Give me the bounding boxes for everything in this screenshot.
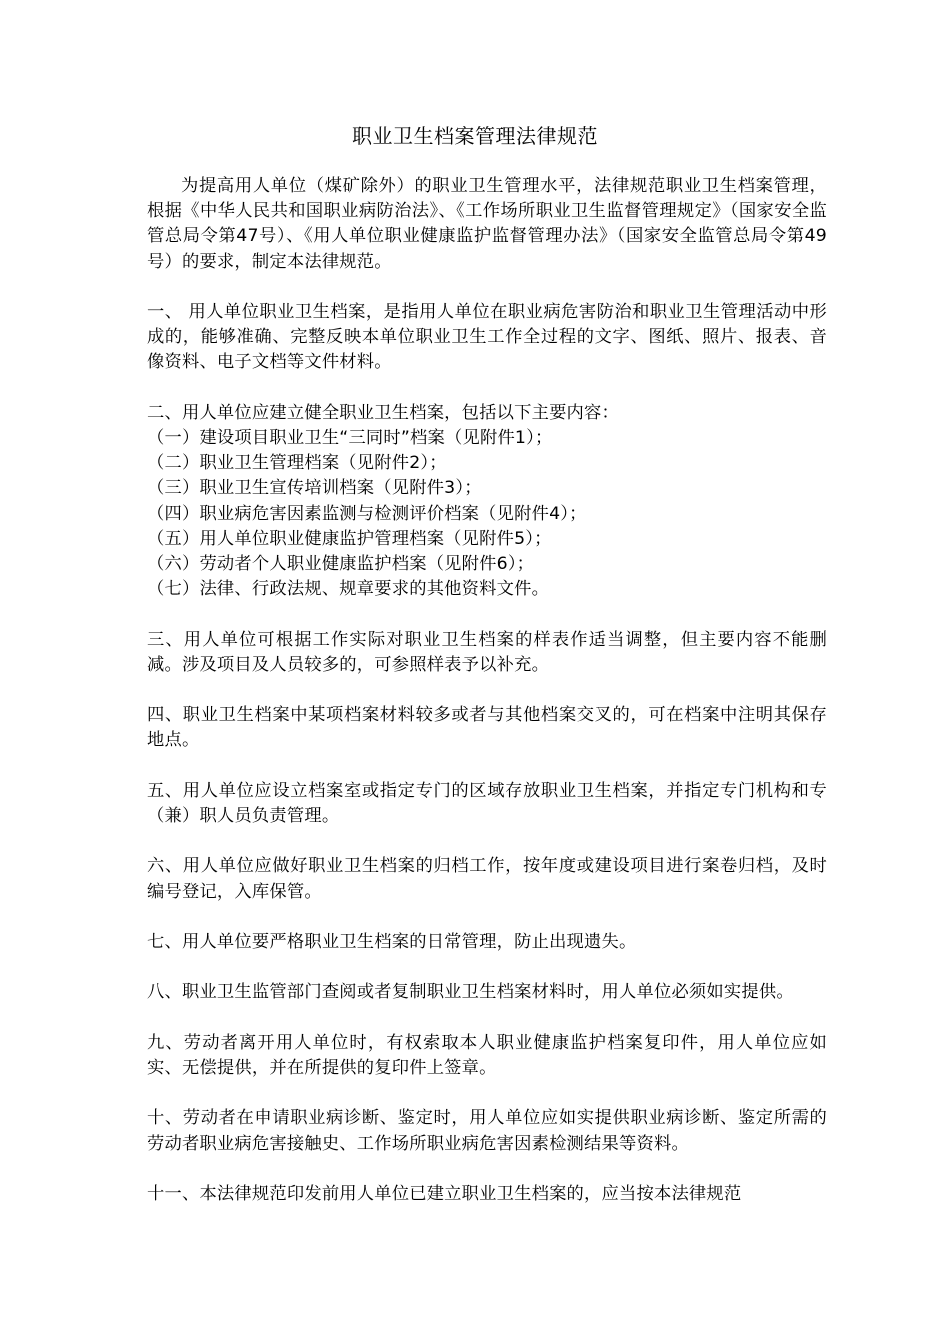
section-4: 四、职业卫生档案中某项档案材料较多或者与其他档案交叉的，可在档案中注明其保存地点。 <box>147 705 827 751</box>
section-8: 八、职业卫生监管部门查阅或者复制职业卫生档案材料时，用人单位必须如实提供。 <box>147 982 794 1003</box>
section-2-item: （六）劳动者个人职业健康监护档案（见附件6）； <box>147 554 535 575</box>
section-2 <box>147 401 827 603</box>
intro-paragraph: 为提高用人单位（煤矿除外）的职业卫生管理水平，法律规范职业卫生档案管理，根据《中华人民共和国职业病防治法》、《工作场所职业卫生监督管理规定》（国家安全监管总局令第47号）、《用人单位职业健康监护监督管理办法》（国家安全监管总局令第49号）的要求，制定本法律规范。 <box>147 176 827 272</box>
section-2-item: （一）建设项目职业卫生“三同时”档案（见附件1）； <box>147 428 553 448</box>
section-1: 一、 用人单位职业卫生档案，是指用人单位在职业病危害防治和职业卫生管理活动中形成的，能够准确、完整反映本单位职业卫生工作全过程的文字、图纸、照片、报表、音像资料、电子文档等文件材料。 <box>147 302 827 373</box>
section-2-item: （二）职业卫生管理档案（见附件2）； <box>147 453 447 474</box>
section-10: 十、劳动者在申请职业病诊断、鉴定时，用人单位应如实提供职业病诊断、鉴定所需的劳动者职业病危害接触史、工作场所职业病危害因素检测结果等资料。 <box>147 1108 827 1154</box>
section-2-item: （四）职业病危害因素监测与检测评价档案（见附件4）； <box>147 503 587 524</box>
section-9: 九、劳动者离开用人单位时，有权索取本人职业健康监护档案复印件，用人单位应如实、无偿提供，并在所提供的复印件上签章。 <box>147 1032 827 1078</box>
document-title: 职业卫生档案管理法律规范 <box>352 124 598 148</box>
document-body <box>147 174 827 1207</box>
section-2-item: （七）法律、行政法规、规章要求的其他资料文件。 <box>147 579 550 600</box>
section-11: 十一、本法律规范印发前用人单位已建立职业卫生档案的，应当按本法律规范 <box>147 1183 742 1204</box>
section-2-heading: 二、用人单位应建立健全职业卫生档案，包括以下主要内容： <box>147 402 619 423</box>
section-2-item: （三）职业卫生宣传培训档案（见附件3）； <box>147 478 482 499</box>
section-2-item: （五）用人单位职业健康监护管理档案（见附件5）； <box>147 528 552 549</box>
section-6: 六、用人单位应做好职业卫生档案的归档工作，按年度或建设项目进行案卷归档，及时编号登记，入库保管。 <box>147 856 827 902</box>
section-7: 七、用人单位要严格职业卫生档案的日常管理，防止出现遗失。 <box>147 931 637 952</box>
section-5: 五、用人单位应设立档案室或指定专门的区域存放职业卫生档案，并指定专门机构和专（兼）职人员负责管理。 <box>147 780 827 826</box>
section-3: 三、用人单位可根据工作实际对职业卫生档案的样表作适当调整，但主要内容不能删减。涉及项目及人员较多的，可参照样表予以补充。 <box>147 629 827 675</box>
